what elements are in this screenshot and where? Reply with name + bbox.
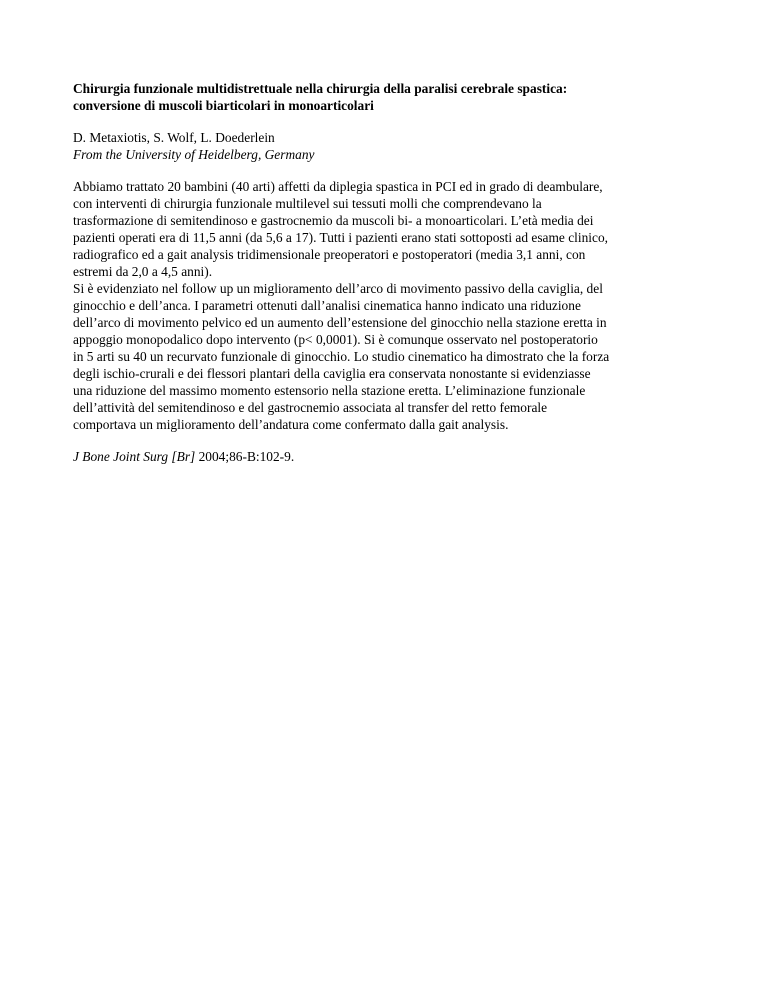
article-title bbox=[73, 80, 703, 114]
abstract-line: comportava un miglioramento dell’andatura come confermato dalla gait analysis. bbox=[73, 417, 509, 432]
abstract-line: Si è evidenziato nel follow up un miglioramento dell’arco di movimento passivo della caviglia, del bbox=[73, 281, 603, 296]
abstract-line: Abbiamo trattato 20 bambini (40 arti) affetti da diplegia spastica in PCI ed in grado di deambulare, bbox=[73, 179, 603, 194]
abstract-line: degli ischio-crurali e dei flessori plantari della caviglia era conservata nonostante si evidenziasse bbox=[73, 366, 591, 381]
abstract-line: una riduzione del massimo momento estensorio nella stazione eretta. L’eliminazione funzionale bbox=[73, 383, 586, 398]
abstract-line: dell’arco di movimento pelvico ed un aumento dell’estensione del ginocchio nella stazione eretta in bbox=[73, 315, 607, 330]
affiliation: From the University of Heidelberg, Germany bbox=[73, 147, 315, 162]
abstract-line: appoggio monopodalico dopo intervento (p< 0,0001). Si è comunque osservato nel postoperatorio bbox=[73, 332, 598, 347]
citation bbox=[73, 448, 703, 465]
abstract-line: con interventi di chirurgia funzionale multilevel sui tessuti molli che comprendevano la bbox=[73, 196, 542, 211]
abstract-line: dell’attività del semitendinoso e del gastrocnemio associata al transfer del retto femorale bbox=[73, 400, 548, 415]
document-page bbox=[73, 80, 703, 465]
abstract-line: estremi da 2,0 a 4,5 anni). bbox=[73, 264, 213, 279]
abstract-line: trasformazione di semitendinoso e gastrocnemio da muscoli bi- a monoarticolari. L’età media dei bbox=[73, 213, 594, 228]
abstract-line: ginocchio e dell’anca. I parametri ottenuti dall’analisi cinematica hanno indicato una riduzione bbox=[73, 298, 581, 313]
abstract-line: pazienti operati era di 11,5 anni (da 5,6 a 17). Tutti i pazienti erano stati sottoposti ad esame clinico, bbox=[73, 230, 608, 245]
title-line: conversione di muscoli biarticolari in monoarticolari bbox=[73, 98, 374, 113]
author-list: D. Metaxiotis, S. Wolf, L. Doederlein bbox=[73, 130, 275, 145]
abstract-line: radiografico ed a gait analysis tridimensionale preoperatori e postoperatori (media 3,1 anni, con bbox=[73, 247, 586, 262]
journal-name: J Bone Joint Surg [Br] bbox=[73, 449, 196, 464]
abstract-body bbox=[73, 178, 703, 433]
abstract-line: in 5 arti su 40 un recurvato funzionale di ginocchio. Lo studio cinematico ha dimostrato che la forza bbox=[73, 349, 610, 364]
citation-reference: 2004;86-B:102-9. bbox=[195, 449, 295, 464]
title-line: Chirurgia funzionale multidistrettuale nella chirurgia della paralisi cerebrale spastica: bbox=[73, 81, 568, 96]
